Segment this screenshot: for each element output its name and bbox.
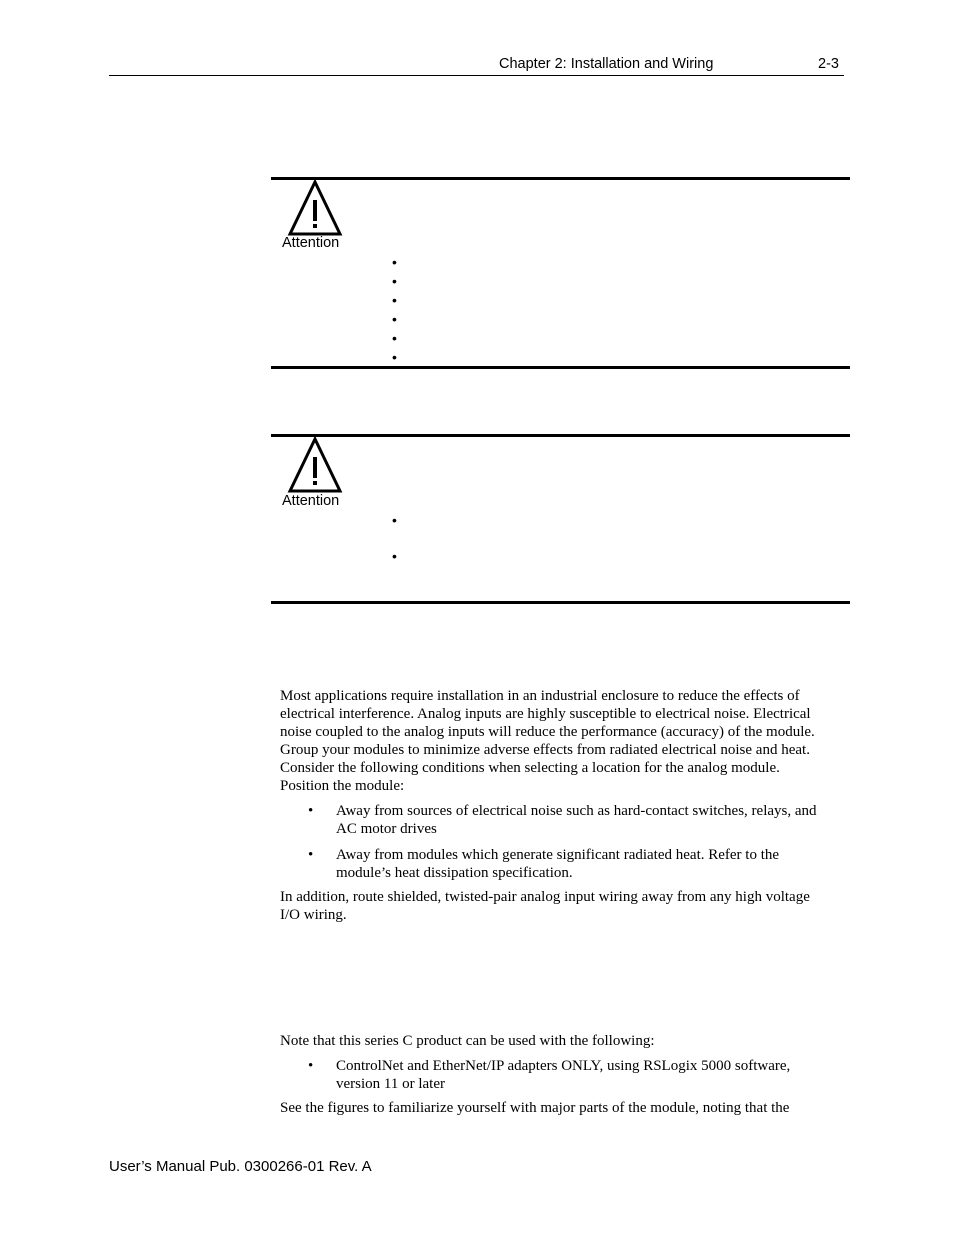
attention-bullet	[392, 315, 400, 323]
text-line: Most applications require installation in an industrial enclosure to reduce the effects of	[280, 688, 800, 704]
attention-bullet	[392, 353, 400, 361]
text-line: Group your modules to minimize adverse effects from radiated electrical noise and heat.	[280, 742, 810, 758]
page-number: 2-3	[818, 56, 839, 72]
bullet-dot: •	[308, 803, 314, 819]
attention-bullet	[392, 296, 400, 304]
attention-label: Attention	[282, 235, 340, 251]
text-line: ControlNet and EtherNet/IP adapters ONLY, using RSLogix 5000 software,	[336, 1058, 791, 1074]
position-bullet-list	[308, 846, 845, 882]
text-line: Position the module:	[280, 778, 405, 794]
text-line: electrical interference. Analog inputs are highly susceptible to electrical noise. Electrical	[280, 706, 811, 722]
bullet-dot: •	[308, 1058, 314, 1074]
text-line: module’s heat dissipation specification.	[336, 865, 573, 881]
warning-triangle-icon	[287, 180, 343, 236]
attention-bullet	[392, 258, 400, 266]
chapter-title: Chapter 2: Installation and Wiring	[499, 56, 714, 72]
list-item	[308, 1057, 845, 1093]
publication-footer: User’s Manual Pub. 0300266-01 Rev. A	[109, 1158, 372, 1175]
list-item	[308, 846, 845, 882]
text-line: Away from modules which generate significant radiated heat. Refer to the	[336, 847, 780, 863]
attention-bullet	[392, 334, 400, 342]
text-line: In addition, route shielded, twisted-pair analog input wiring away from any high voltage	[280, 889, 810, 905]
text-line: Away from sources of electrical noise such as hard-contact switches, relays, and	[336, 803, 817, 819]
attention-bottom-rule	[271, 601, 850, 604]
series-intro: Note that this series C product can be used with the following:	[280, 1033, 655, 1049]
list-item	[308, 802, 845, 838]
header-divider	[109, 75, 844, 76]
position-bullet-list	[308, 802, 845, 838]
bullet-dot: •	[308, 847, 314, 863]
enclosure-closing-paragraph	[280, 888, 845, 924]
series-bullet-list	[308, 1057, 845, 1093]
attention-top-rule	[271, 434, 850, 437]
attention-bullet	[392, 516, 400, 524]
attention-bullet	[392, 277, 400, 285]
warning-triangle-icon	[287, 437, 343, 493]
text-line: AC motor drives	[336, 821, 437, 837]
text-line: noise coupled to the analog inputs will reduce the performance (accuracy) of the module.	[280, 724, 815, 740]
enclosure-intro-paragraph	[280, 687, 845, 795]
attention-bottom-rule	[271, 366, 850, 369]
text-line: Consider the following conditions when selecting a location for the analog module.	[280, 760, 780, 776]
text-line: version 11 or later	[336, 1076, 445, 1092]
attention-label: Attention	[282, 493, 340, 509]
attention-bullet	[392, 552, 400, 560]
text-line: I/O wiring.	[280, 907, 347, 923]
attention-top-rule	[271, 177, 850, 180]
series-closing: See the figures to familiarize yourself with major parts of the module, noting that the	[280, 1100, 790, 1116]
